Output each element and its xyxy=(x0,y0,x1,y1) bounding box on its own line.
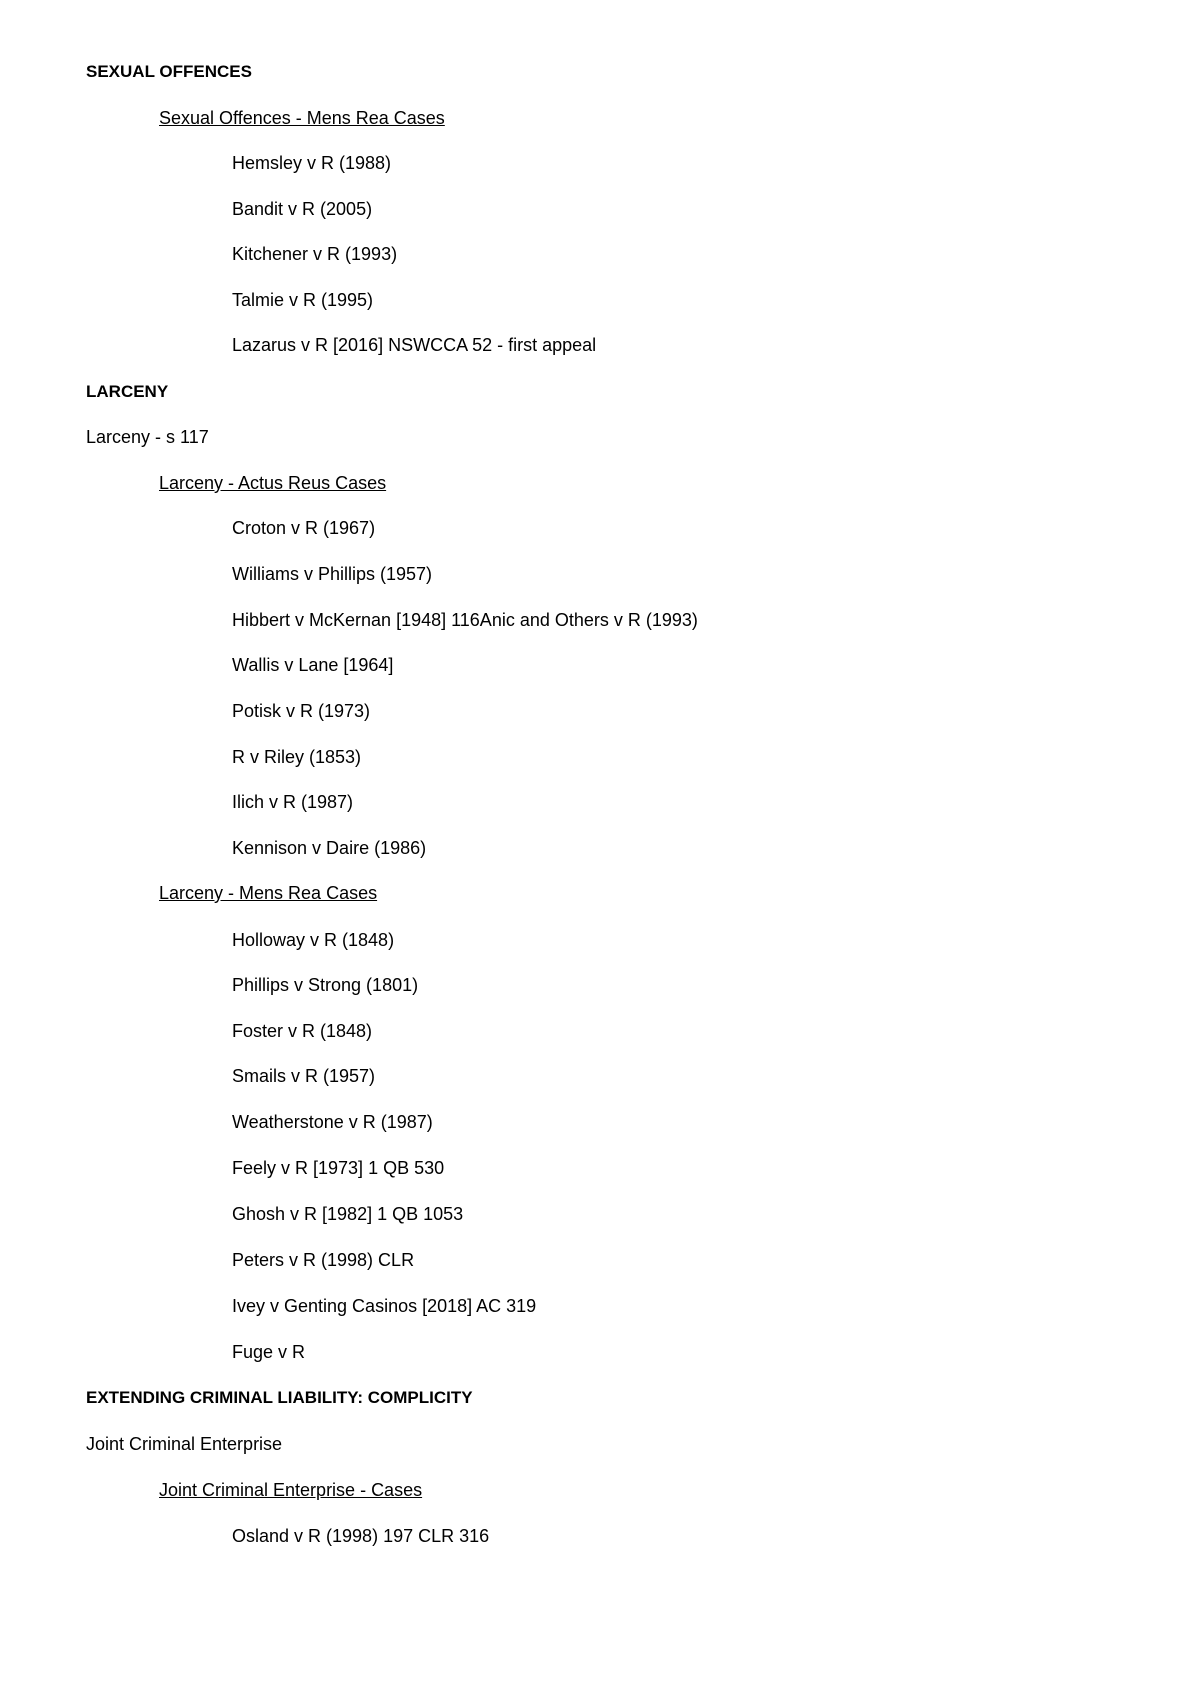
case-item: Kennison v Daire (1986) xyxy=(232,838,427,858)
case-item: Talmie v R (1995) xyxy=(232,290,374,310)
case-item: Lazarus v R [2016] NSWCCA 52 - first appeal xyxy=(232,335,597,355)
case-item: Smails v R (1957) xyxy=(232,1066,376,1086)
section-heading-complicity: EXTENDING CRIMINAL LIABILITY: COMPLICITY xyxy=(86,1388,473,1407)
case-item: Croton v R (1967) xyxy=(232,518,376,538)
case-item: Foster v R (1848) xyxy=(232,1021,373,1041)
case-item: Feely v R [1973] 1 QB 530 xyxy=(232,1158,445,1178)
section-heading-sexual-offences: SEXUAL OFFENCES xyxy=(86,62,252,81)
case-item: Fuge v R xyxy=(232,1342,306,1362)
subheading-larceny-actus-reus: Larceny - Actus Reus Cases xyxy=(159,473,387,493)
case-item: Wallis v Lane [1964] xyxy=(232,655,394,675)
case-item: Weatherstone v R (1987) xyxy=(232,1112,433,1132)
subheading-larceny-mens-rea: Larceny - Mens Rea Cases xyxy=(159,883,378,903)
topic-larceny-s117: Larceny - s 117 xyxy=(86,427,209,447)
case-item: Hibbert v McKernan [1948] 116Anic and Others v R (1993) xyxy=(232,610,698,630)
case-item: Holloway v R (1848) xyxy=(232,930,395,950)
case-item: Ghosh v R [1982] 1 QB 1053 xyxy=(232,1204,464,1224)
case-item: Potisk v R (1973) xyxy=(232,701,371,721)
topic-joint-criminal-enterprise: Joint Criminal Enterprise xyxy=(86,1434,283,1454)
case-item: Kitchener v R (1993) xyxy=(232,244,398,264)
case-item: Osland v R (1998) 197 CLR 316 xyxy=(232,1526,490,1546)
section-heading-larceny: LARCENY xyxy=(86,382,169,401)
subheading-jce-cases: Joint Criminal Enterprise - Cases xyxy=(159,1480,423,1500)
case-item: Peters v R (1998) CLR xyxy=(232,1250,415,1270)
case-item: Ilich v R (1987) xyxy=(232,792,354,812)
case-item: Hemsley v R (1988) xyxy=(232,153,392,173)
case-item: Williams v Phillips (1957) xyxy=(232,564,433,584)
case-item: Phillips v Strong (1801) xyxy=(232,975,419,995)
subheading-sexual-offences-mens-rea: Sexual Offences - Mens Rea Cases xyxy=(159,108,445,128)
case-item: Bandit v R (2005) xyxy=(232,199,373,219)
case-item: Ivey v Genting Casinos [2018] AC 319 xyxy=(232,1296,537,1316)
case-item: R v Riley (1853) xyxy=(232,747,362,767)
